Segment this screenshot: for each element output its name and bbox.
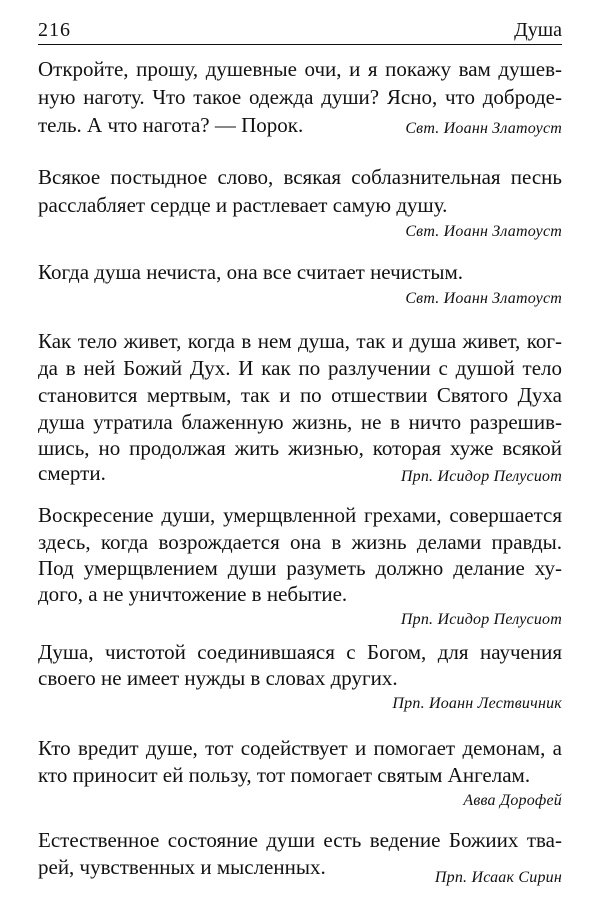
quote-line: душа утратила блаженную жизнь, не в ничто разрешив- (38, 410, 562, 434)
quote-line: Как тело живет, когда в нем душа, так и душа живет, ког- (38, 329, 562, 353)
quote-line: своего не имеет нужды в словах других. (38, 666, 398, 690)
quote-author: Прп. Исидор Пелусиот (400, 611, 562, 628)
page-number: 216 (38, 19, 71, 41)
quote-line: становится мертвым, так и по отшествии Святого Духа (38, 383, 562, 407)
running-head (38, 15, 562, 45)
quote-line: Всякое постыдное слово, всякая соблазнительная песнь (38, 165, 562, 189)
quote-author: Свт. Иоанн Златоуст (405, 223, 562, 240)
quote-line: Откройте, прошу, душевные очи, и я покажу вам душев- (38, 57, 562, 81)
quote-author: Прп. Исаак Сирин (434, 869, 562, 886)
quote-line: кто приносит ей пользу, тот помогает святым Ангелам. (38, 763, 531, 787)
header-rule (38, 44, 562, 45)
quote-line: тель. А что нагота? — Порок. (38, 113, 304, 137)
quote-line: расслабляет сердце и растлевает самую душу. (38, 193, 448, 217)
quote-line: Естественное состояние души есть ведение Божиих тва- (38, 828, 562, 852)
section-title: Душа (514, 19, 562, 41)
quote-line: шись, но продолжая жить жизнью, которая хуже всякой (38, 436, 562, 460)
quote-line: здесь, когда возрождается она в жизнь делами правды. (38, 530, 562, 554)
quote-line: Когда душа нечиста, она все считает нечистым. (38, 260, 464, 284)
quote-line: да в ней Божий Дух. И как по разлучении с душой тело (38, 356, 562, 380)
quote-author: Авва Дорофей (463, 792, 562, 809)
quote-line: рей, чувственных и мысленных. (38, 855, 326, 879)
quote-line: дого, а не уничтожение в небытие. (38, 582, 348, 606)
quote-line: Воскресение души, умерщвленной грехами, совершается (38, 503, 562, 527)
quote-line: Душа, чистотой соединившаяся с Богом, для научения (38, 640, 562, 664)
quote-author: Свт. Иоанн Златоуст (405, 120, 562, 137)
quote-line: Кто вредит душе, тот содействует и помогает демонам, а (38, 736, 562, 760)
quote-author: Прп. Иоанн Лествичник (392, 695, 562, 712)
quote-line: Под умерщвлением души разуметь должно делание ху- (38, 556, 562, 580)
quote-line: ную наготу. Что такое одежда души? Ясно, что доброде- (38, 85, 562, 109)
quote-author: Прп. Исидор Пелусиот (400, 468, 562, 485)
quote-line: смерти. (38, 461, 106, 485)
quote-author: Свт. Иоанн Златоуст (405, 290, 562, 307)
